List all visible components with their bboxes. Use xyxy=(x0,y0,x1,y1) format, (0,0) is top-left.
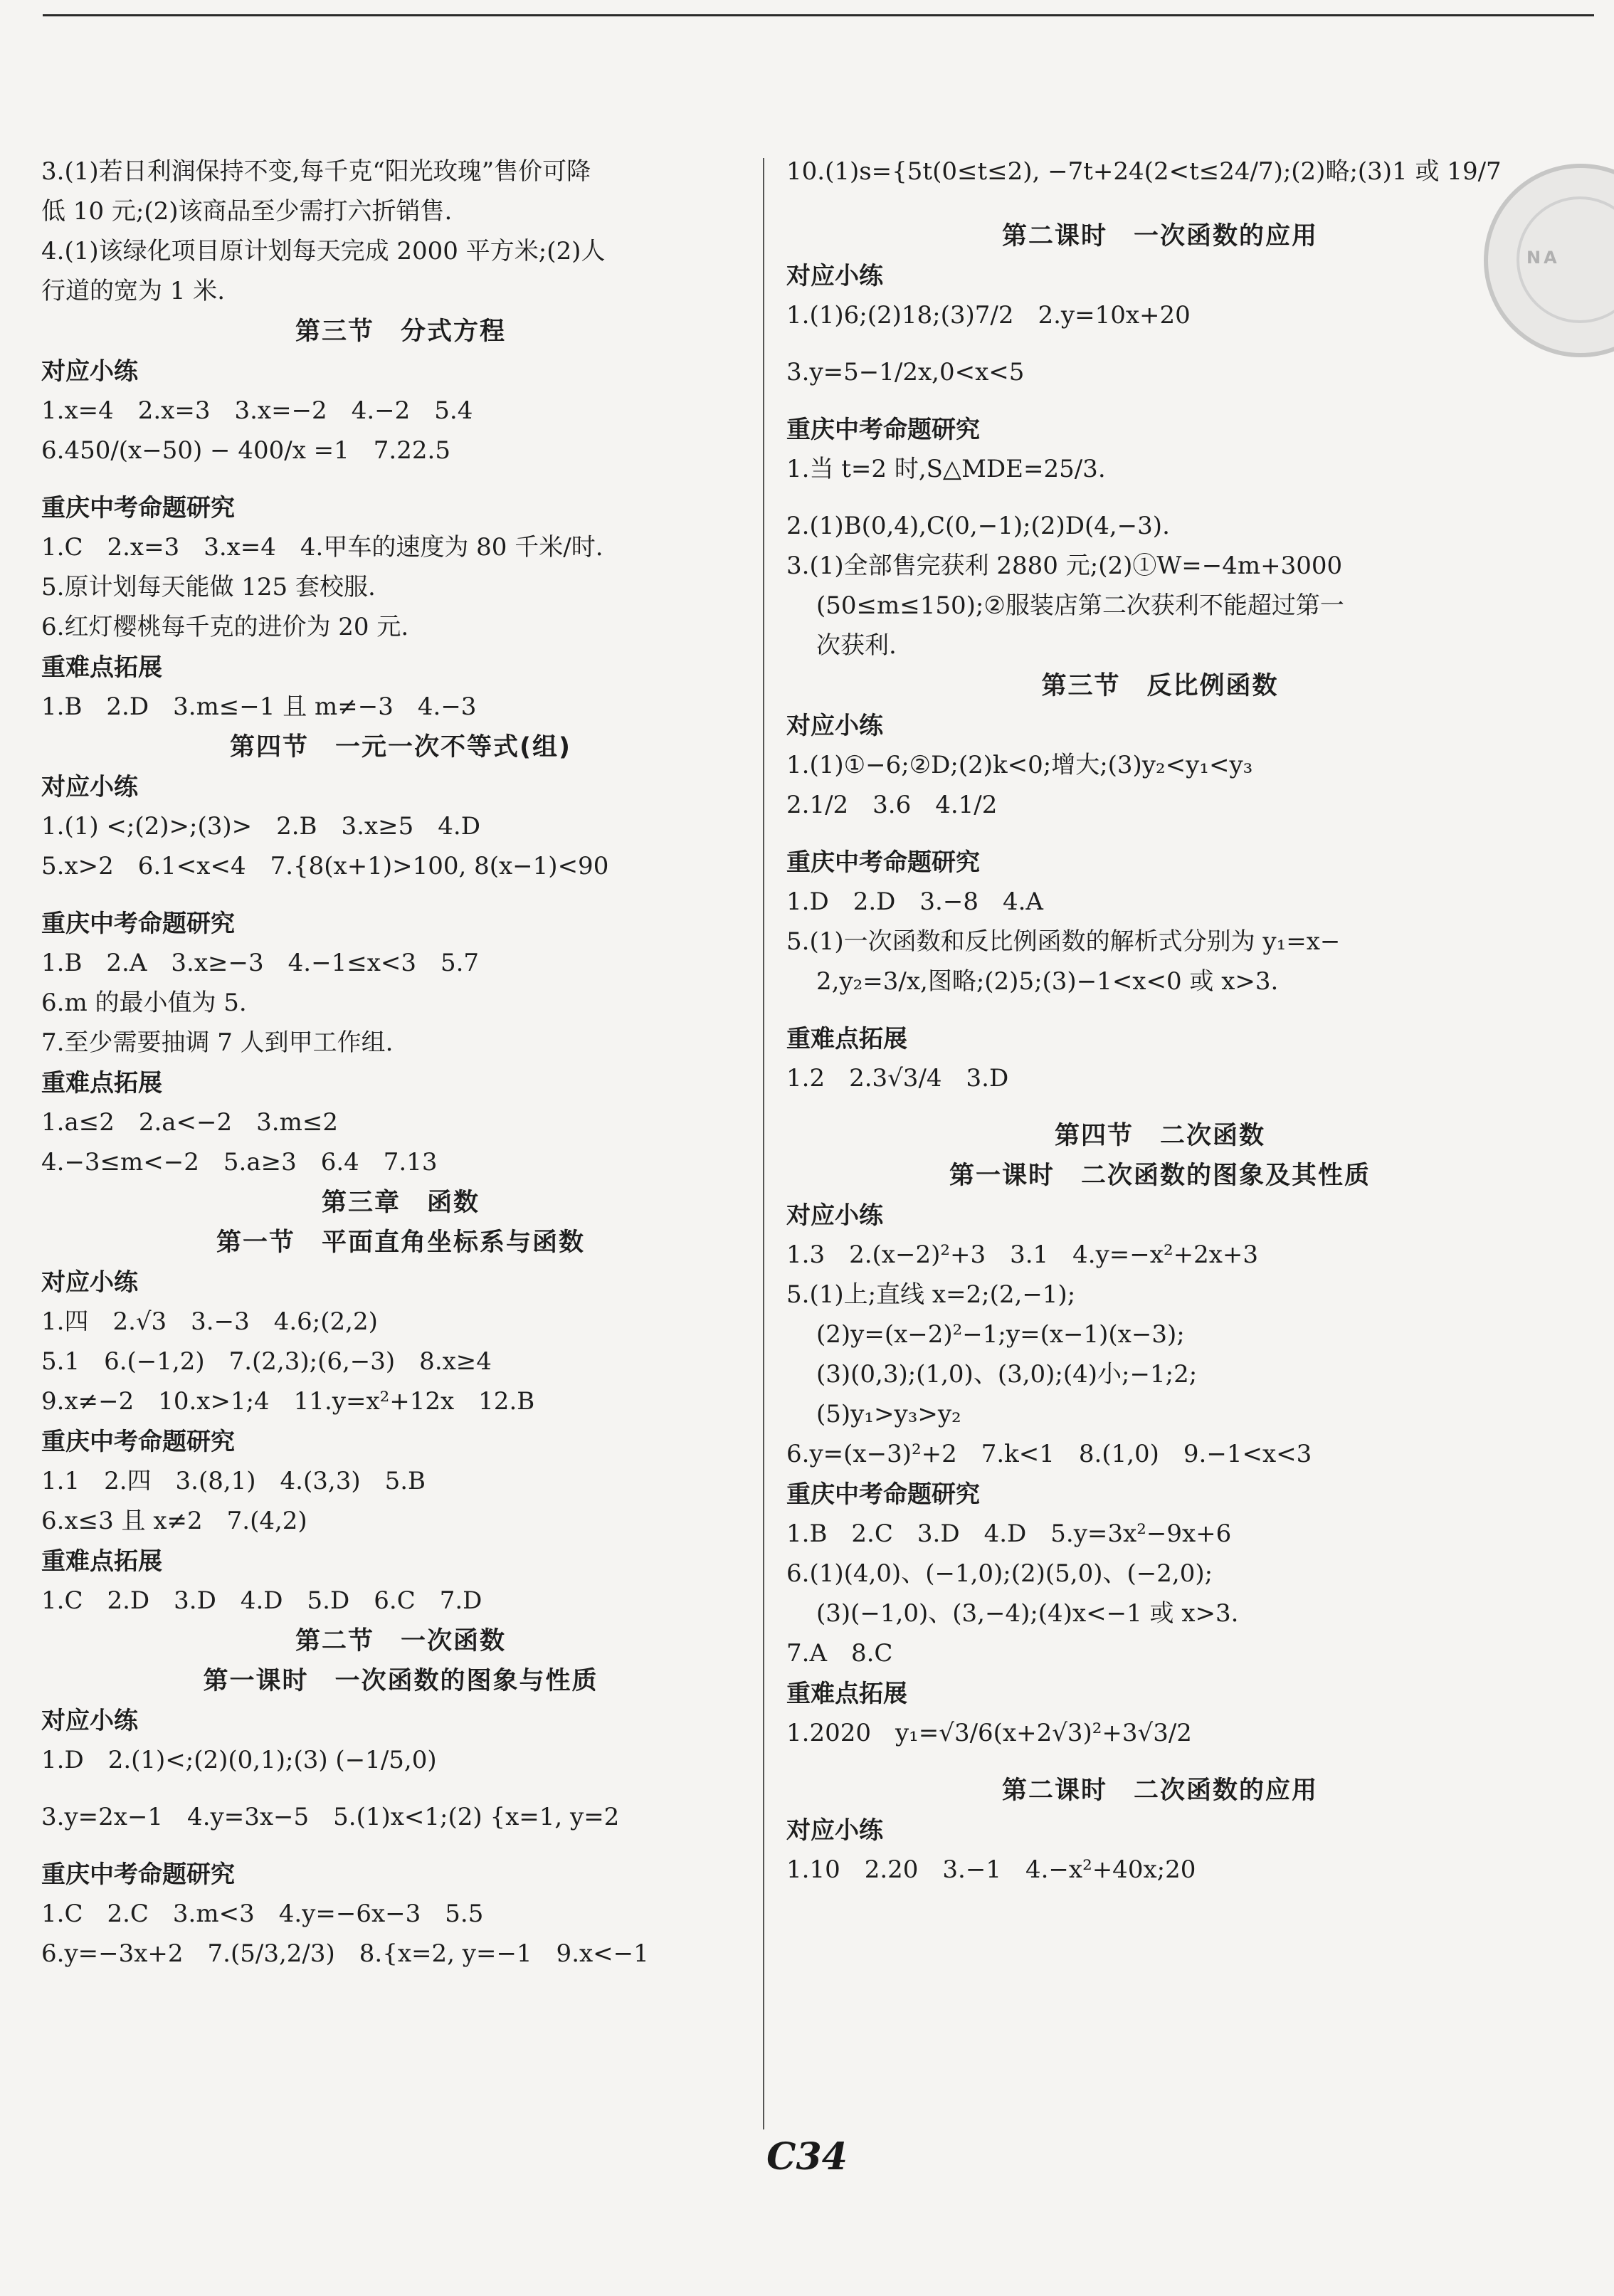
subsection-label: 对应小练 xyxy=(786,1816,883,1845)
page-number: C34 xyxy=(766,2135,848,2179)
subsection-label: 重难点拓展 xyxy=(41,1547,162,1576)
answer-line: 6.450/(x−50) − 400/x =1 7.22.5 xyxy=(41,437,450,465)
answer-line: (50≤m≤150);②服装店第二次获利不能超过第一 xyxy=(816,592,1344,620)
answer-line: 1.C 2.D 3.D 4.D 5.D 6.C 7.D xyxy=(41,1587,482,1615)
subsection-label: 重庆中考命题研究 xyxy=(41,1428,235,1456)
answer-line: 6.y=(x−3)²+2 7.k<1 8.(1,0) 9.−1<x<3 xyxy=(786,1441,1312,1468)
answer-line: 5.1 6.(−1,2) 7.(2,3);(6,−3) 8.x≥4 xyxy=(41,1348,492,1376)
answer-line: 4.(1)该绿化项目原计划每天完成 2000 平方米;(2)人 xyxy=(41,238,606,265)
subsection-label: 对应小练 xyxy=(786,262,883,290)
answer-line: 6.m 的最小值为 5. xyxy=(41,989,247,1017)
answer-line: 6.y=−3x+2 7.(5/3,2/3) 8.{x=2, y=−1 9.x<−1 xyxy=(41,1940,649,1968)
subsection-label: 对应小练 xyxy=(786,712,883,740)
stamp-text: NA xyxy=(1526,248,1560,268)
subsection-label: 重庆中考命题研究 xyxy=(41,1860,235,1889)
answer-line: 5.x>2 6.1<x<4 7.{8(x+1)>100, 8(x−1)<90 xyxy=(41,853,609,880)
subsection-label: 重庆中考命题研究 xyxy=(786,1480,980,1509)
answer-line: 1.(1) <;(2)>;(3)> 2.B 3.x≥5 4.D xyxy=(41,813,480,841)
answer-line: 1.2 2.3√3/4 3.D xyxy=(786,1065,1009,1092)
answer-line: 1.(1)6;(2)18;(3)7/2 2.y=10x+20 xyxy=(786,302,1191,330)
answer-column-right xyxy=(786,158,1534,1896)
answer-line: 1.四 2.√3 3.−3 4.6;(2,2) xyxy=(41,1308,378,1336)
answer-line: 6.(1)(4,0)、(−1,0);(2)(5,0)、(−2,0); xyxy=(786,1560,1213,1588)
answer-line: 5.(1)一次函数和反比例函数的解析式分别为 y₁=x− xyxy=(786,928,1341,956)
section-heading: 第二课时 二次函数的应用 xyxy=(1001,1776,1318,1805)
answer-line: 2.(1)B(0,4),C(0,−1);(2)D(4,−3). xyxy=(786,512,1170,540)
answer-line: (5)y₁>y₃>y₂ xyxy=(816,1401,961,1428)
answer-line: 次获利. xyxy=(816,632,897,660)
subsection-label: 重庆中考命题研究 xyxy=(41,494,235,522)
subsection-label: 对应小练 xyxy=(41,357,138,386)
answer-column-left xyxy=(41,158,760,1997)
subsection-label: 重难点拓展 xyxy=(41,1069,162,1097)
answer-line: 7.A 8.C xyxy=(786,1640,893,1668)
answer-line: 1.D 2.(1)<;(2)(0,1);(3) (−1/5,0) xyxy=(41,1747,437,1774)
answer-line: 3.y=5−1/2x,0<x<5 xyxy=(786,359,1025,386)
answer-line: 1.x=4 2.x=3 3.x=−2 4.−2 5.4 xyxy=(41,397,473,425)
answer-line: (3)(−1,0)、(3,−4);(4)x<−1 或 x>3. xyxy=(816,1600,1239,1628)
answer-line: 3.(1)全部售完获利 2880 元;(2)①W=−4m+3000 xyxy=(786,552,1343,580)
answer-line: 1.C 2.C 3.m<3 4.y=−6x−3 5.5 xyxy=(41,1900,484,1928)
subsection-label: 重庆中考命题研究 xyxy=(786,416,980,444)
answer-line: 1.B 2.D 3.m≤−1 且 m≠−3 4.−3 xyxy=(41,693,477,721)
answer-line: 9.x≠−2 10.x>1;4 11.y=x²+12x 12.B xyxy=(41,1388,535,1416)
subsection-label: 重难点拓展 xyxy=(786,1025,907,1053)
answer-line: 5.(1)上;直线 x=2;(2,−1); xyxy=(786,1281,1076,1309)
answer-line: (3)(0,3);(1,0)、(3,0);(4)小;−1;2; xyxy=(816,1361,1198,1389)
answer-line: 1.C 2.x=3 3.x=4 4.甲车的速度为 80 千米/时. xyxy=(41,534,603,562)
answer-line: (2)y=(x−2)²−1;y=(x−1)(x−3); xyxy=(816,1321,1185,1349)
column-divider xyxy=(763,158,764,2129)
answer-line: 1.a≤2 2.a<−2 3.m≤2 xyxy=(41,1109,338,1137)
answer-line: 1.B 2.C 3.D 4.D 5.y=3x²−9x+6 xyxy=(786,1520,1232,1548)
subsection-label: 对应小练 xyxy=(41,1707,138,1735)
answer-line: 5.原计划每天能做 125 套校服. xyxy=(41,574,376,601)
answer-line: 1.3 2.(x−2)²+3 3.1 4.y=−x²+2x+3 xyxy=(786,1241,1258,1269)
answer-line: 10.(1)s={5t(0≤t≤2), −7t+24(2<t≤24/7);(2)略;(3)1 或 19/7 xyxy=(786,158,1502,186)
subsection-label: 重难点拓展 xyxy=(41,653,162,682)
answer-line: 6.x≤3 且 x≠2 7.(4,2) xyxy=(41,1507,307,1535)
subsection-label: 对应小练 xyxy=(786,1201,883,1230)
section-heading: 第三节 反比例函数 xyxy=(1041,672,1279,700)
section-heading: 第二课时 一次函数的应用 xyxy=(1001,222,1318,251)
section-heading: 第四节 一元一次不等式(组) xyxy=(230,733,571,762)
section-heading: 第四节 二次函数 xyxy=(1054,1122,1265,1150)
top-rule xyxy=(43,14,1594,16)
answer-line: 3.y=2x−1 4.y=3x−5 5.(1)x<1;(2) {x=1, y=2 xyxy=(41,1803,620,1831)
answer-line: 2,y₂=3/x,图略;(2)5;(3)−1<x<0 或 x>3. xyxy=(816,968,1279,996)
section-heading: 第一课时 一次函数的图象与性质 xyxy=(203,1667,598,1695)
answer-line: 1.当 t=2 时,S△MDE=25/3. xyxy=(786,455,1106,483)
answer-line: 7.至少需要抽调 7 人到甲工作组. xyxy=(41,1029,394,1057)
subsection-label: 对应小练 xyxy=(41,773,138,801)
answer-line: 低 10 元;(2)该商品至少需打六折销售. xyxy=(41,198,453,226)
answer-line: 2.1/2 3.6 4.1/2 xyxy=(786,791,998,819)
answer-line: 1.B 2.A 3.x≥−3 4.−1≤x<3 5.7 xyxy=(41,949,480,977)
answer-line: 4.−3≤m<−2 5.a≥3 6.4 7.13 xyxy=(41,1149,438,1176)
section-heading: 第一节 平面直角坐标系与函数 xyxy=(216,1228,585,1257)
subsection-label: 重难点拓展 xyxy=(786,1680,907,1708)
answer-line: 1.10 2.20 3.−1 4.−x²+40x;20 xyxy=(786,1856,1196,1884)
section-heading: 第二节 一次函数 xyxy=(295,1627,506,1655)
subsection-label: 对应小练 xyxy=(41,1268,138,1297)
answer-line: 1.2020 y₁=√3/6(x+2√3)²+3√3/2 xyxy=(786,1720,1192,1747)
answer-line: 3.(1)若日利润保持不变,每千克“阳光玫瑰”售价可降 xyxy=(41,158,591,186)
answer-line: 1.1 2.四 3.(8,1) 4.(3,3) 5.B xyxy=(41,1468,426,1495)
section-heading: 第三节 分式方程 xyxy=(295,317,506,346)
answer-line: 1.(1)①−6;②D;(2)k<0;增大;(3)y₂<y₁<y₃ xyxy=(786,752,1253,779)
answer-line: 1.D 2.D 3.−8 4.A xyxy=(786,888,1043,916)
section-heading: 第一课时 二次函数的图象及其性质 xyxy=(949,1162,1371,1190)
answer-line: 6.红灯樱桃每千克的进价为 20 元. xyxy=(41,614,409,641)
subsection-label: 重庆中考命题研究 xyxy=(41,910,235,938)
answer-line: 行道的宽为 1 米. xyxy=(41,278,226,305)
section-heading: 第三章 函数 xyxy=(321,1189,480,1217)
subsection-label: 重庆中考命题研究 xyxy=(786,848,980,877)
